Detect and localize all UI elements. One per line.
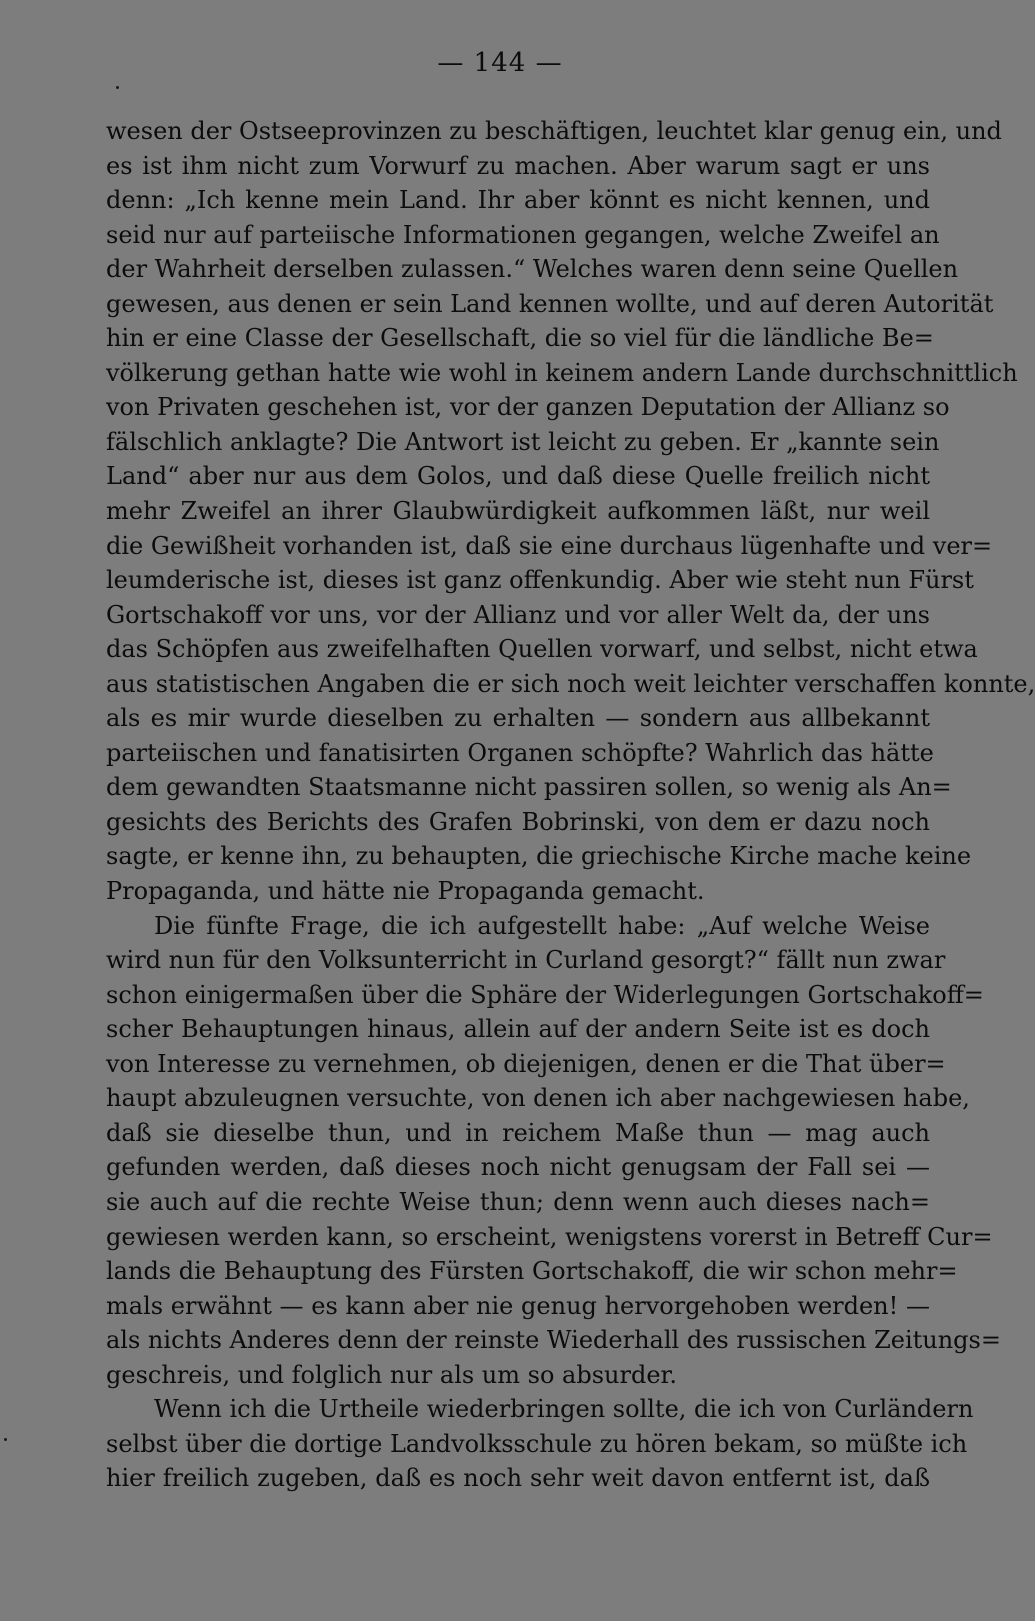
text-line: hin er eine Classe der Gesellschaft, die so viel für die ländliche Be= bbox=[106, 324, 934, 353]
text-line: geschreis, und folglich nur als um so absurder. bbox=[106, 1360, 677, 1389]
text-line: gewesen, aus denen er sein Land kennen wollte, und auf deren Autorität bbox=[106, 289, 994, 318]
text-line: Gortschakoff vor uns, vor der Allianz und vor aller Welt da, der uns bbox=[106, 600, 930, 629]
text-line: es ist ihm nicht zum Vorwurf zu machen. Aber warum sagt er uns bbox=[106, 151, 930, 180]
text-line: Die fünfte Frage, die ich aufgestellt habe: „Auf welche Weise bbox=[154, 911, 930, 940]
text-line: gefunden werden, daß dieses noch nicht genugsam der Fall sei — bbox=[106, 1153, 930, 1182]
text-line: wird nun für den Volksunterricht in Curland gesorgt?“ fällt nun zwar bbox=[106, 946, 946, 975]
text-line: fälschlich anklagte? Die Antwort ist leicht zu geben. Er „kannte sein bbox=[106, 427, 940, 456]
text-line: der Wahrheit derselben zulassen.“ Welches waren denn seine Quellen bbox=[106, 255, 959, 284]
text-line: mals erwähnt — es kann aber nie genug hervorgehoben werden! — bbox=[106, 1291, 930, 1320]
text-line: denn: „Ich kenne mein Land. Ihr aber könnt es nicht kennen, und bbox=[106, 186, 930, 215]
text-line: gesichts des Berichts des Grafen Bobrinski, von dem er dazu noch bbox=[106, 807, 930, 836]
text-line: wesen der Ostseeprovinzen zu beschäftigen, leuchtet klar genug ein, und bbox=[106, 117, 1002, 145]
text-line: als nichts Anderes denn der reinste Wiederhall des russischen Zeitungs= bbox=[106, 1326, 1001, 1355]
text-line: die Gewißheit vorhanden ist, daß sie eine durchaus lügenhafte und ver= bbox=[106, 531, 993, 560]
text-line: Wenn ich die Urtheile wiederbringen sollte, die ich von Curländern bbox=[154, 1395, 974, 1424]
scan-speck bbox=[116, 86, 119, 89]
text-line: haupt abzuleugnen versuchte, von denen ich aber nachgewiesen habe, bbox=[106, 1084, 970, 1113]
text-line: schon einigermaßen über die Sphäre der Widerlegungen Gortschakoff= bbox=[106, 980, 984, 1009]
text-line: das Schöpfen aus zweifelhaften Quellen vorwarf, und selbst, nicht etwa bbox=[106, 635, 978, 664]
text-line: von Privaten geschehen ist, vor der ganzen Deputation der Allianz so bbox=[106, 393, 950, 422]
text-line: aus statistischen Angaben die er sich noch weit leichter verschaffen konnte, bbox=[106, 669, 1035, 698]
text-line: sagte, er kenne ihn, zu behaupten, die griechische Kirche mache keine bbox=[106, 842, 972, 871]
text-line: dem gewandten Staatsmanne nicht passiren sollen, so wenig als An= bbox=[106, 773, 952, 802]
text-line: daß sie dieselbe thun, und in reichem Maße thun — mag auch bbox=[106, 1118, 930, 1147]
text-line: lands die Behauptung des Fürsten Gortschakoff, die wir schon mehr= bbox=[106, 1257, 958, 1286]
text-line: gewiesen werden kann, so erscheint, wenigstens vorerst in Betreff Cur= bbox=[106, 1222, 993, 1251]
text-line: seid nur auf parteiische Informationen gegangen, welche Zweifel an bbox=[106, 220, 940, 249]
text-line: Propaganda, und hätte nie Propaganda gemacht. bbox=[106, 877, 705, 906]
text-line: parteiischen und fanatisirten Organen schöpfte? Wahrlich das hätte bbox=[106, 738, 934, 767]
text-line: völkerung gethan hatte wie wohl in keinem andern Lande durchschnittlich bbox=[106, 358, 1018, 387]
page-number: — 144 — bbox=[437, 48, 563, 78]
body-text bbox=[106, 114, 1035, 1496]
text-line: hier freilich zugeben, daß es noch sehr weit davon entfernt ist, daß bbox=[106, 1464, 930, 1493]
text-line: selbst über die dortige Landvolksschule zu hören bekam, so müßte ich bbox=[106, 1429, 968, 1458]
text-line: als es mir wurde dieselben zu erhalten — sondern aus allbekannt bbox=[106, 704, 930, 733]
text-line: scher Behauptungen hinaus, allein auf der andern Seite ist es doch bbox=[106, 1015, 930, 1044]
text-line: leumderische ist, dieses ist ganz offenkundig. Aber wie steht nun Fürst bbox=[106, 566, 974, 595]
text-line: Land“ aber nur aus dem Golos, und daß diese Quelle freilich nicht bbox=[106, 462, 930, 491]
scan-speck bbox=[4, 1438, 7, 1441]
text-line: von Interesse zu vernehmen, ob diejenigen, denen er die That über= bbox=[106, 1049, 946, 1078]
text-line: sie auch auf die rechte Weise thun; denn wenn auch dieses nach= bbox=[106, 1187, 930, 1216]
text-line: mehr Zweifel an ihrer Glaubwürdigkeit aufkommen läßt, nur weil bbox=[106, 497, 930, 526]
